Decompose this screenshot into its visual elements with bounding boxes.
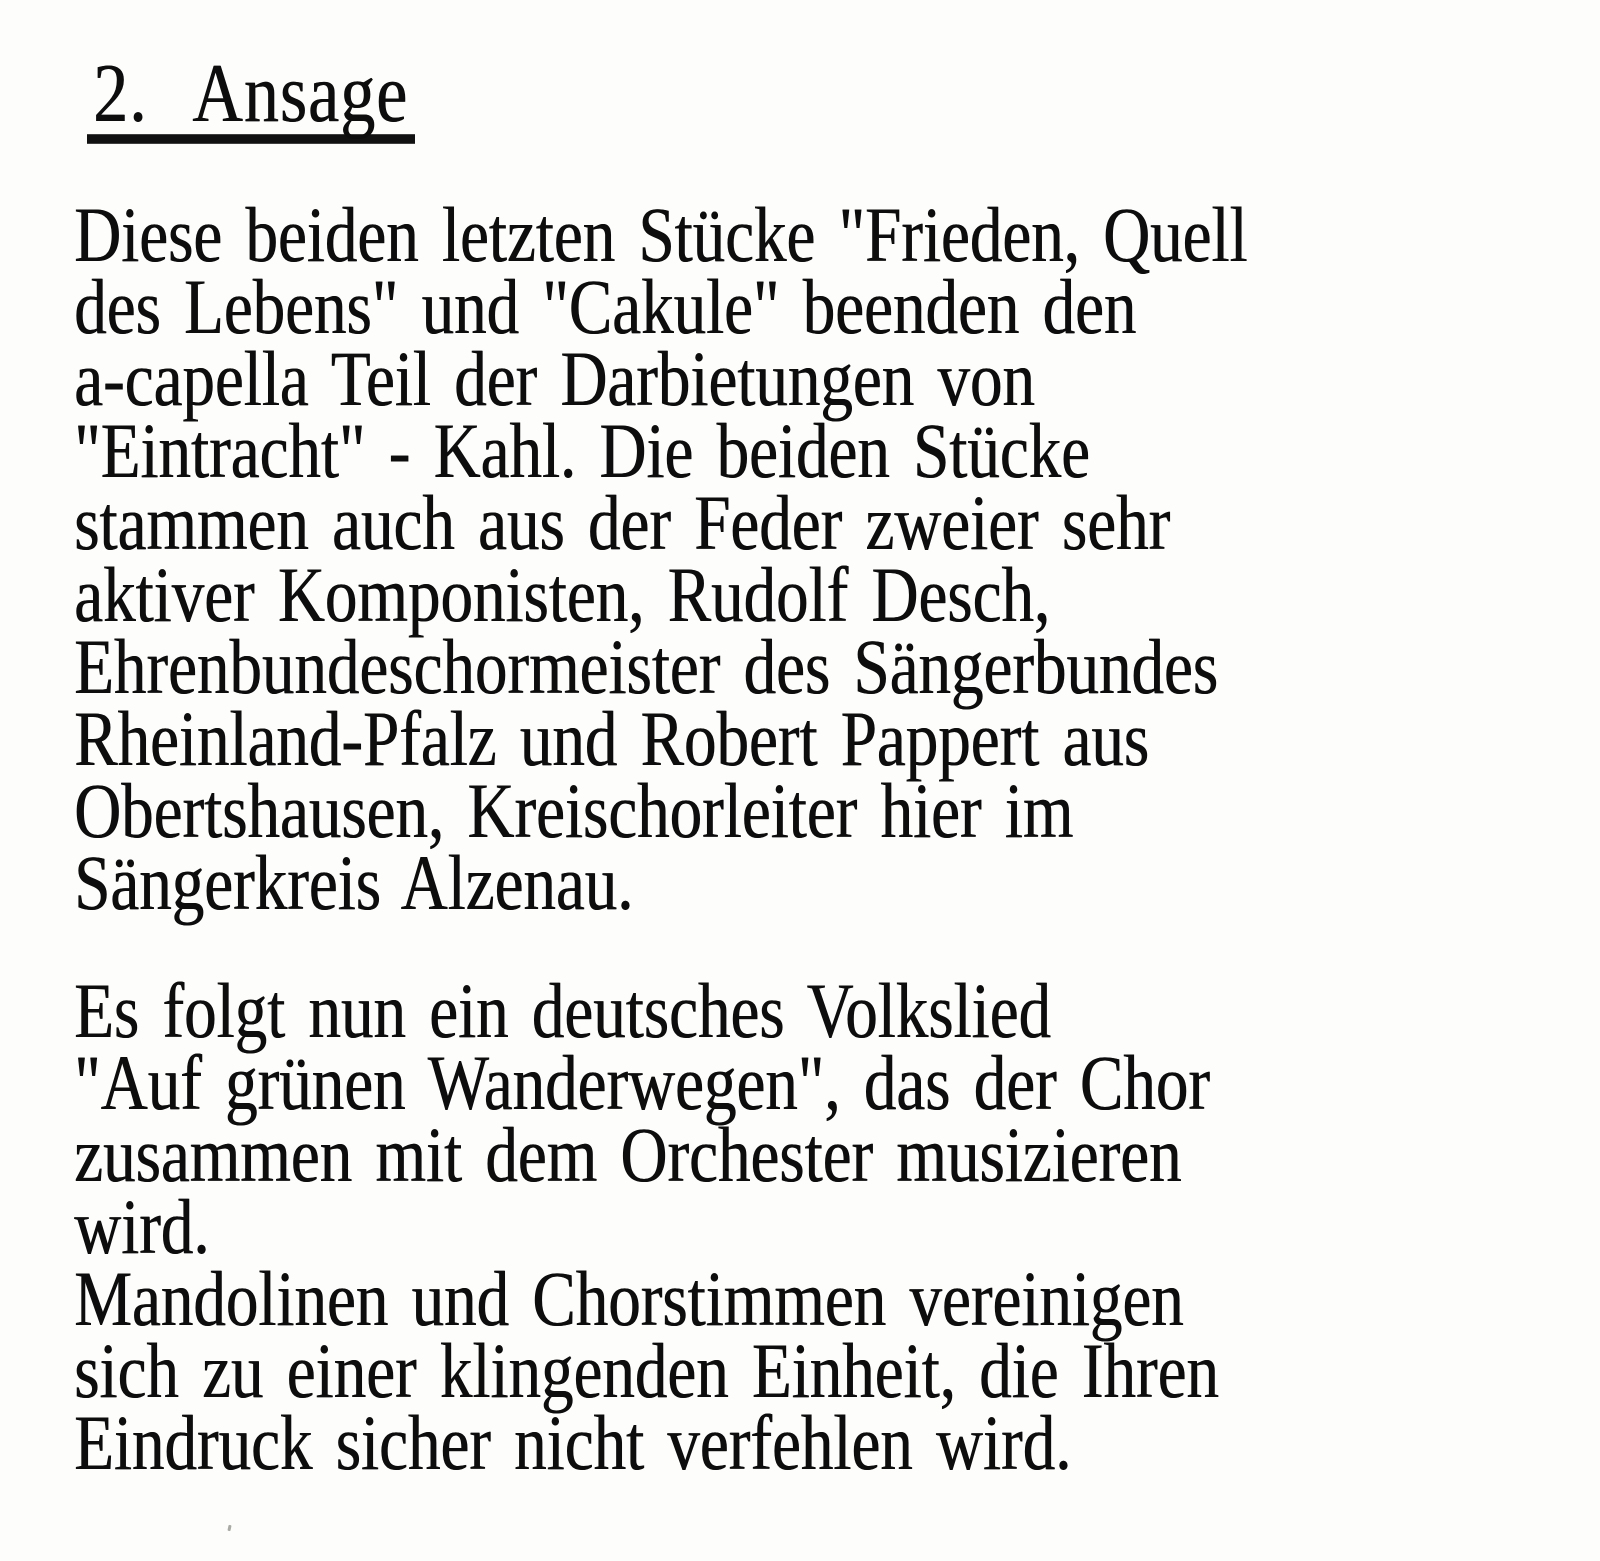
- text-line: Diese beiden letzten Stücke "Frieden, Quell: [74, 192, 1248, 280]
- text-line: a-capella Teil der Darbietungen von: [74, 336, 1035, 424]
- scan-speck: [227, 1525, 231, 1531]
- text-line: Mandolinen und Chorstimmen vereinigen: [74, 1256, 1184, 1344]
- text-line: aktiver Komponisten, Rudolf Desch,: [74, 552, 1050, 640]
- section-heading-wrap: [93, 47, 415, 141]
- text-line: des Lebens" und "Cakule" beenden den: [74, 264, 1137, 352]
- text-line: Obertshausen, Kreischorleiter hier im: [74, 768, 1074, 856]
- text-line: zusammen mit dem Orchester musizieren: [74, 1112, 1182, 1200]
- text-line: Eindruck sicher nicht verfehlen wird.: [74, 1400, 1072, 1488]
- text-line: wird.: [74, 1184, 210, 1272]
- paragraph-2: [74, 968, 1219, 1488]
- text-line: Rheinland-Pfalz und Robert Pappert aus: [74, 696, 1149, 784]
- paragraph-1: [74, 192, 1248, 928]
- text-line: Es folgt nun ein deutsches Volkslied: [74, 968, 1051, 1056]
- text-line: sich zu einer klingenden Einheit, die Ihren: [74, 1328, 1219, 1416]
- text-line: "Eintracht" - Kahl. Die beiden Stücke: [74, 408, 1090, 496]
- text-line: stammen auch aus der Feder zweier sehr: [74, 480, 1170, 568]
- section-heading: 2. Ansage: [87, 55, 415, 144]
- text-line: Ehrenbundeschormeister des Sängerbundes: [74, 624, 1218, 712]
- text-line: "Auf grünen Wanderwegen", das der Chor: [74, 1040, 1210, 1128]
- text-line: Sängerkreis Alzenau.: [74, 840, 634, 928]
